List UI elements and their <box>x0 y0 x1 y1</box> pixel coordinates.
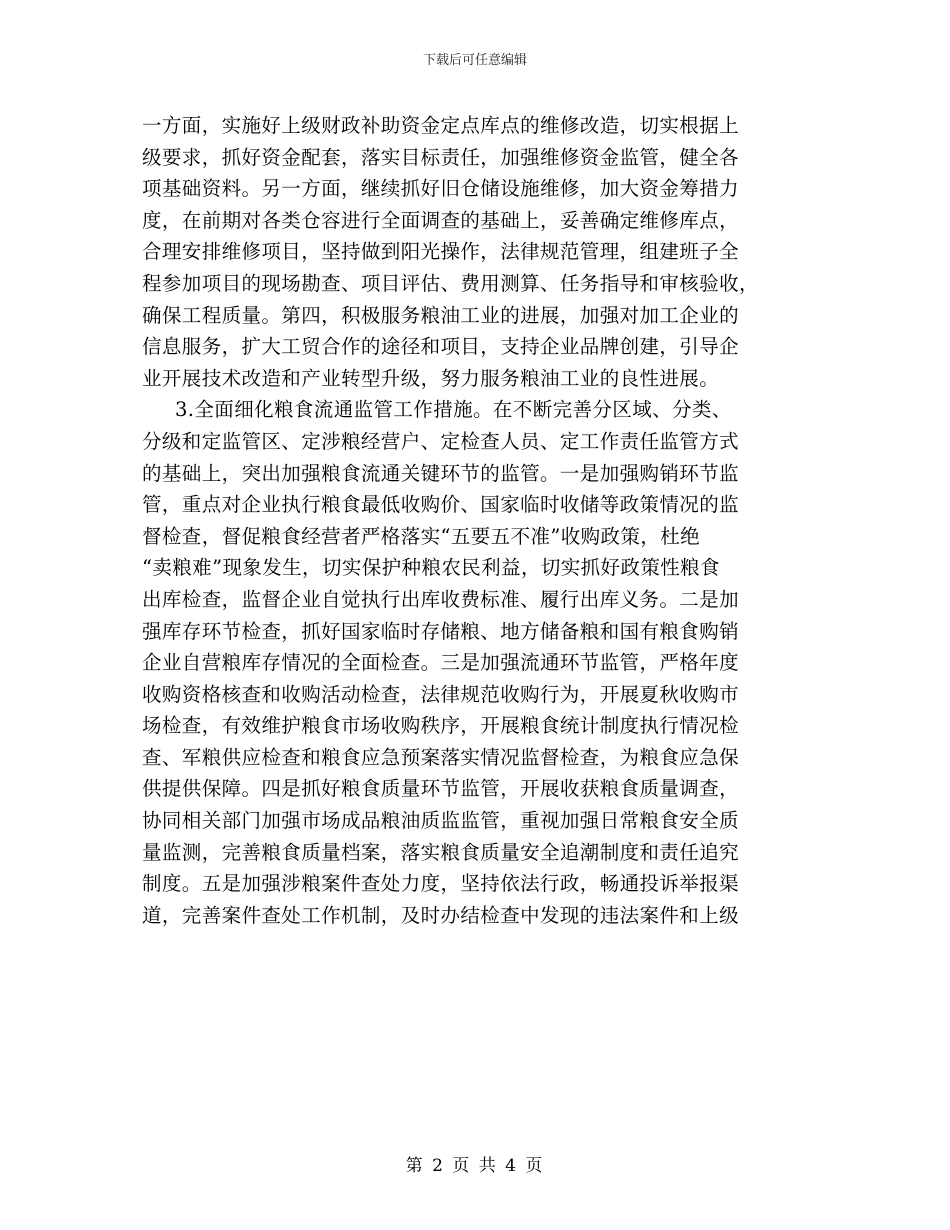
body-line: 道，完善案件查处工作机制，及时办结检查中发现的违法案件和上级 <box>142 903 740 927</box>
body-line: 的基础上，突出加强粮食流通关键环节的监管。一是加强购销环节监 <box>142 461 740 485</box>
document-body <box>142 110 802 931</box>
body-line: 督检查，督促粮食经营者严格落实“五要五不准”收购政策，杜绝 <box>142 524 701 548</box>
page-number: 第 2 页 共 4 页 <box>405 1156 545 1176</box>
body-line: 供提供保障。四是抓好粮食质量环节监管，开展收获粮食质量调查， <box>142 777 740 801</box>
body-line: 量监测，完善粮食质量档案，落实粮食质量安全追潮制度和责任追究 <box>142 840 740 864</box>
body-line: 合理安排维修项目，坚持做到阳光操作，法律规范管理，组建班子全 <box>142 240 740 264</box>
body-line: 协同相关部门加强市场成品粮油质监监管，重视加强日常粮食安全质 <box>142 809 740 833</box>
body-line: 场检查，有效维护粮食市场收购秩序，开展粮食统计制度执行情况检 <box>142 714 740 738</box>
section-heading-line: 3.全面细化粮食流通监管工作措施。在不断完善分区域、分类、 <box>175 398 732 422</box>
body-line: 收购资格核查和收购活动检查，法律规范收购行为，开展夏秋收购市 <box>142 682 740 706</box>
body-line: 业开展技术改造和产业转型升级，努力服务粮油工业的良性进展。 <box>142 366 720 390</box>
page-header: 下载后可任意编辑 <box>422 53 527 68</box>
body-line: 分级和定监管区、定涉粮经营户、定检查人员、定工作责任监管方式 <box>142 429 740 453</box>
body-line: 制度。五是加强涉粮案件查处力度，坚持依法行政，畅通投诉举报渠 <box>142 872 740 896</box>
body-line: 信息服务，扩大工贸合作的途径和项目，支持企业品牌创建，引导企 <box>142 335 740 359</box>
body-line: 确保工程质量。第四，积极服务粮油工业的进展，加强对加工企业的 <box>142 303 740 327</box>
body-line: 项基础资料。另一方面，继续抓好旧仓储设施维修，加大资金筹措力 <box>142 177 740 201</box>
body-line: 出库检查，监督企业自觉执行出库收费标准、履行出库义务。二是加 <box>142 587 740 611</box>
body-line: 强库存环节检查，抓好国家临时存储粮、地方储备粮和国有粮食购销 <box>142 619 740 643</box>
body-line: 企业自营粮库存情况的全面检查。三是加强流通环节监管，严格年度 <box>142 651 740 675</box>
body-line: 程参加项目的现场勘查、项目评估、费用测算、任务指导和审核验收， <box>142 271 759 295</box>
body-line: 查、军粮供应检查和粮食应急预案落实情况监督检查，为粮食应急保 <box>142 745 740 769</box>
body-line: 级要求，抓好资金配套，落实目标责任，加强维修资金监管，健全各 <box>142 145 740 169</box>
body-line: “卖粮难”现象发生，切实保护种粮农民利益，切实抓好政策性粮食 <box>142 556 720 580</box>
body-line: 度，在前期对各类仓容进行全面调查的基础上，妥善确定维修库点， <box>142 208 740 232</box>
body-line: 一方面，实施好上级财政补助资金定点库点的维修改造，切实根据上 <box>142 114 740 137</box>
body-line: 管，重点对企业执行粮食最低收购价、国家临时收储等政策情况的监 <box>142 493 740 517</box>
